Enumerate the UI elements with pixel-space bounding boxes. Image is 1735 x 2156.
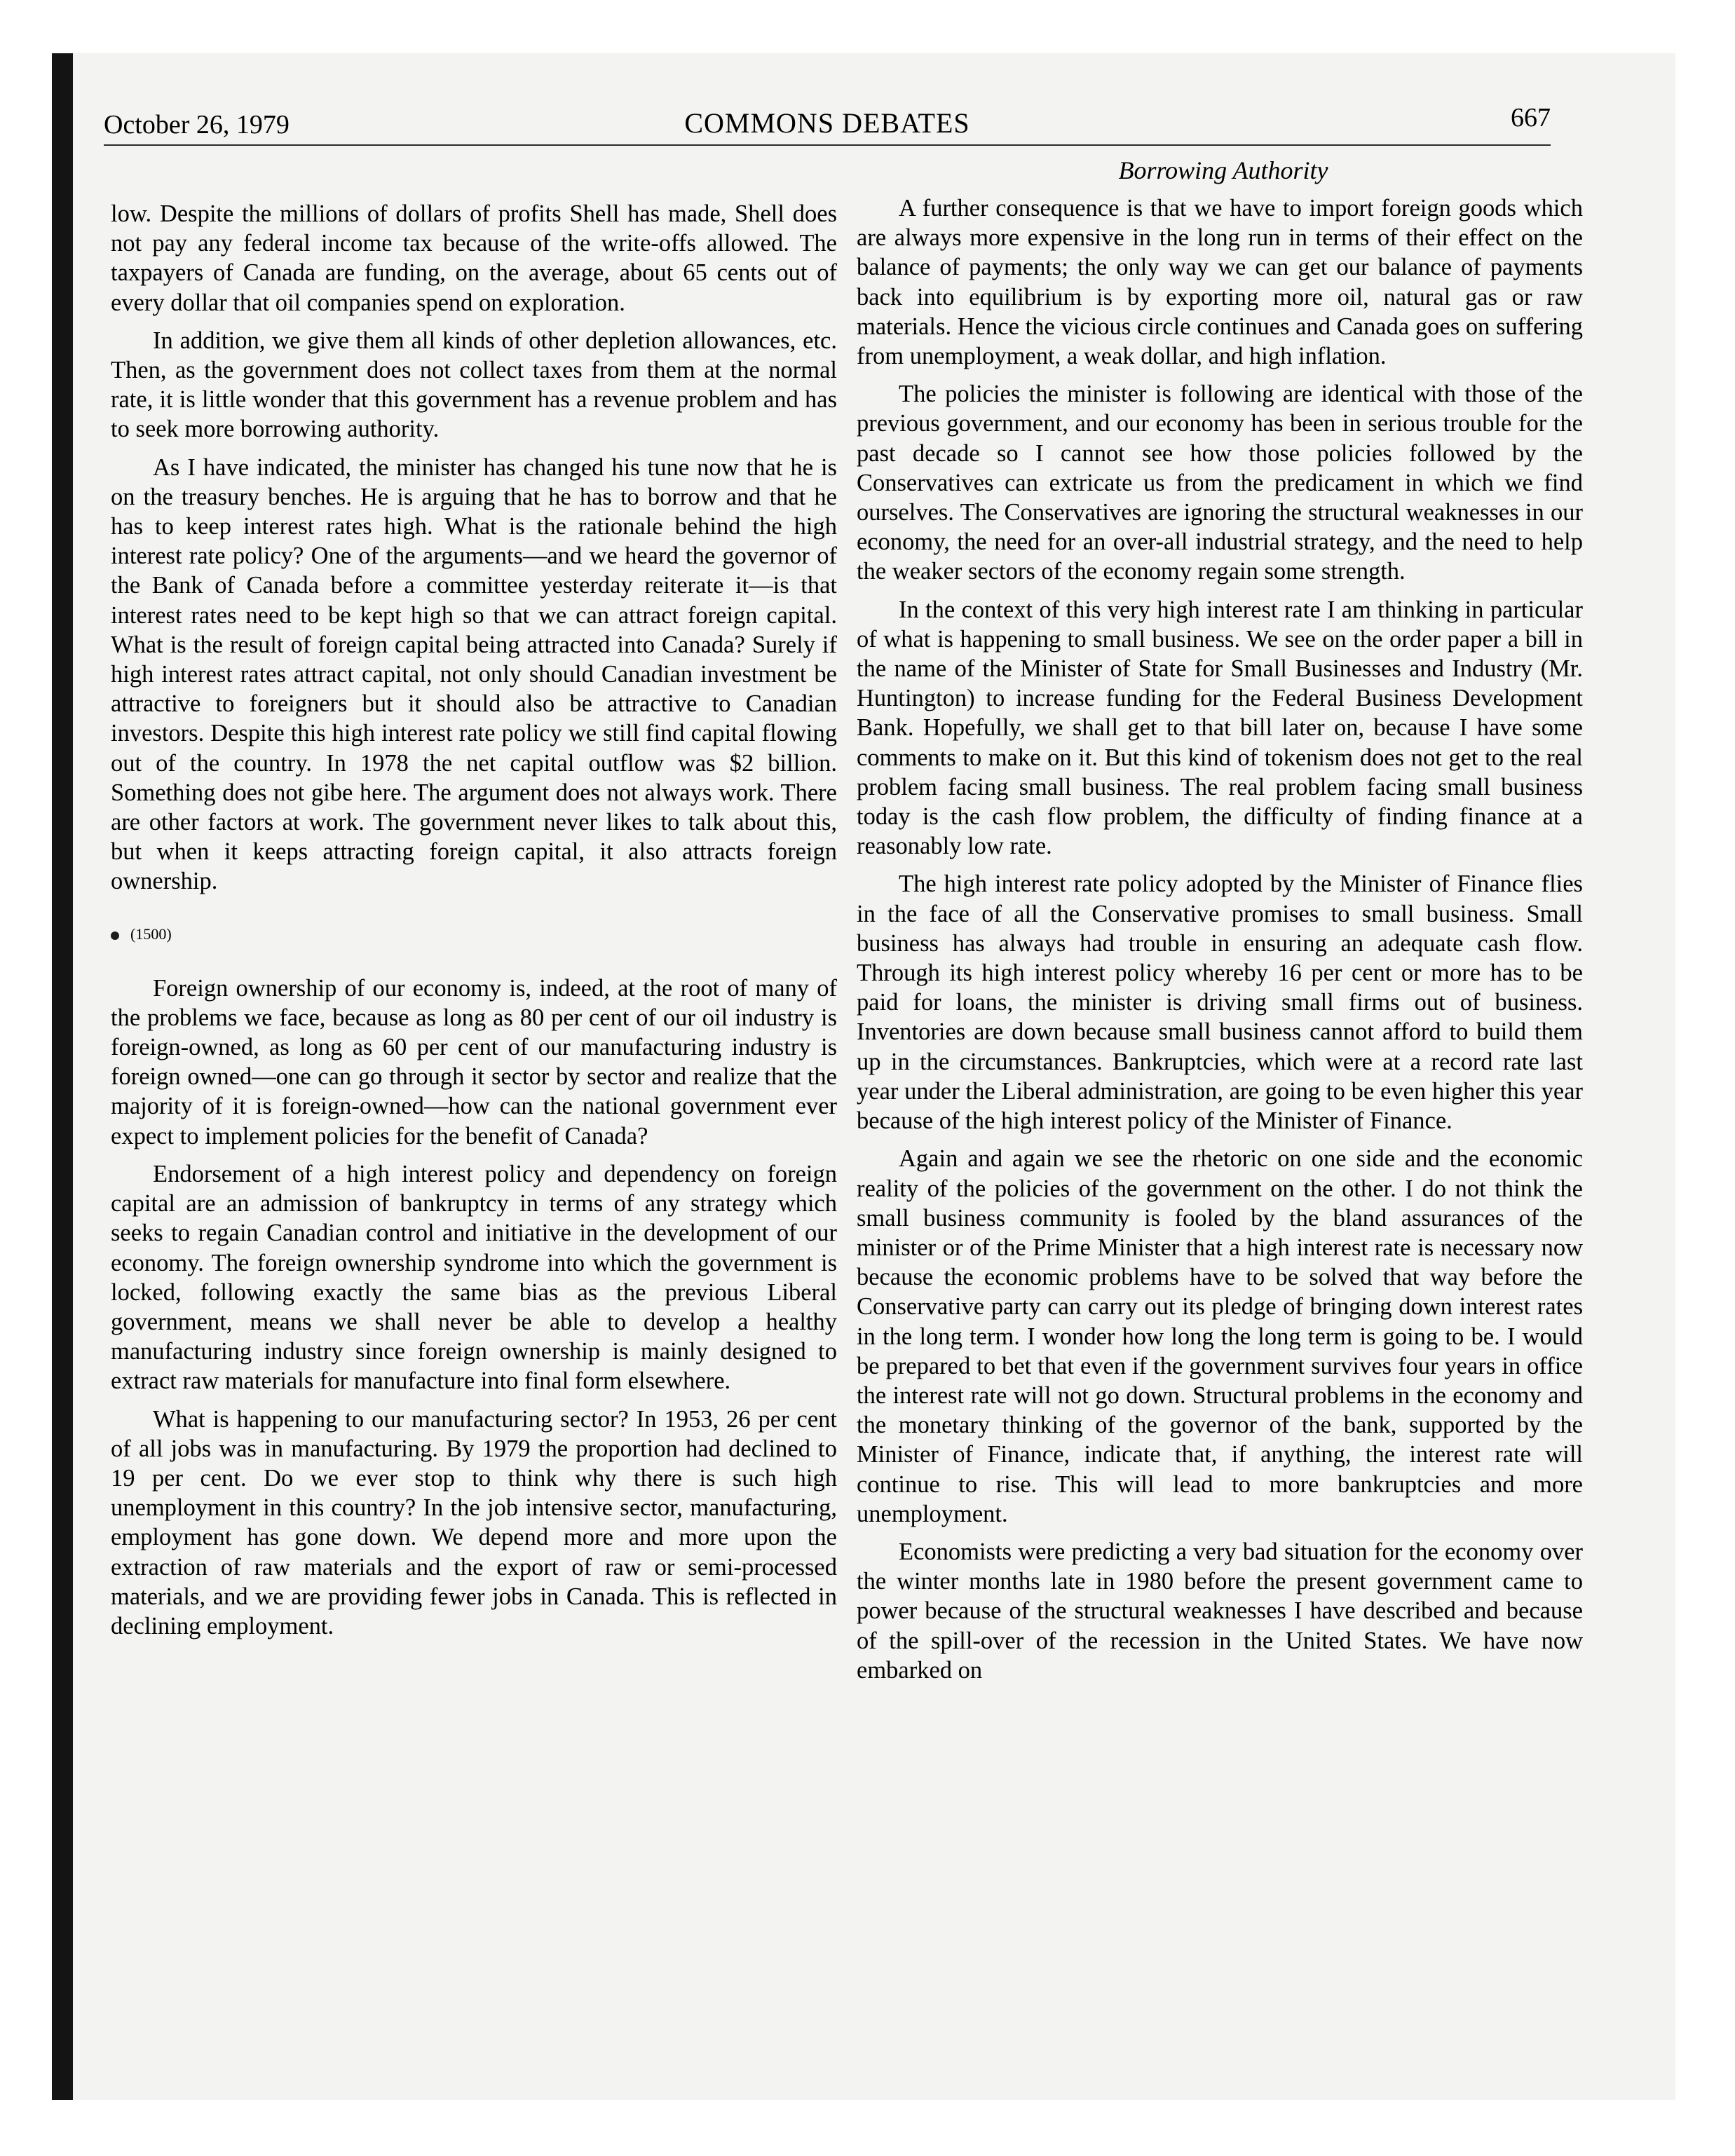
- time-marker-label: (1500): [130, 925, 172, 943]
- paragraph: In addition, we give them all kinds of other depletion allowances, etc. Then, as the government does not collect taxes from them at the normal rate, it is little wonder that this government has a revenue problem and has to seek more borrowing authority.: [111, 327, 837, 443]
- time-marker: [111, 925, 837, 944]
- paragraph: low. Despite the millions of dollars of profits Shell has made, Shell does not pay any federal income tax because of the write-offs allowed. The taxpayers of Canada are funding, on the average, about 65 cents out of every dollar that oil companies spend on exploration.: [111, 200, 837, 316]
- paragraph: In the context of this very high interest rate I am thinking in particular of what is happening to small business. We see on the order paper a bill in the name of the Minister of State for Small Businesses and Industry (Mr. Huntington) to increase funding for the Federal Business Development Bank. Hopefully, we shall get to that bill later on, because I have some comments to make on it. But this kind of tokenism does not get to the real problem facing small business. The real problem facing small business today is the cash flow problem, the difficulty of finding finance at a reasonably low rate.: [857, 596, 1583, 860]
- scan-edge: [52, 53, 73, 2100]
- paragraph: A further consequence is that we have to import foreign goods which are always more expensive in the long run in terms of their effect on the balance of payments; the only way we can get our balance of payments back into equilibrium is by exporting more oil, natural gas or raw materials. Hence the vicious circle continues and Canada goes on suffering from unemployment, a weak dollar, and high inflation.: [857, 195, 1583, 370]
- paragraph: Economists were predicting a very bad situation for the economy over the winter months late in 1980 before the present government came to power because of the structural weaknesses I have described and because of the spill-over of the recession in the United States. We have now embarked on: [857, 1538, 1583, 1684]
- section-subhead: Borrowing Authority: [1118, 156, 1328, 184]
- header-title: COMMONS DEBATES: [684, 107, 970, 139]
- left-column: [111, 199, 837, 1649]
- header-date: October 26, 1979: [104, 110, 290, 139]
- paragraph: What is happening to our manufacturing sector? In 1953, 26 per cent of all jobs was in manufacturing. By 1979 the proportion had declined to 19 per cent. Do we ever stop to think why there is such high unemployment in this country? In the job intensive sector, manufacturing, employment has gone down. We depend more and more upon the extraction of raw materials and the export of raw or semi-processed materials, and we are providing fewer jobs in Canada. This is reflected in declining employment.: [111, 1405, 837, 1639]
- paragraph: Again and again we see the rhetoric on one side and the economic reality of the policies of the government on the other. I do not think the small business community is fooled by the bland assurances of the minister or of the Prime Minister that a high interest rate is necessary now because the economic problems have to be solved that way before the Conservative party can carry out its pledge of bringing down interest rates in the long term. I wonder how long the long term is going to be. I would be prepared to bet that even if the government survives four years in office the interest rate will not go down. Structural problems in the economy and the monetary thinking of the governor of the bank, supported by the Minister of Finance, indicate that, if anything, the interest rate will continue to rise. This will lead to more bankruptcies and more unemployment.: [857, 1145, 1583, 1527]
- paragraph: The high interest rate policy adopted by the Minister of Finance flies in the face of all the Conservative promises to small business. Small business has always had trouble in ensuring an adequate cash flow. Through its high interest policy whereby 16 per cent or more has to be paid for loans, the minister is driving small firms out of business. Inventories are down because small business cannot afford to build them up in the circumstances. Bankruptcies, which were at a record rate last year under the Liberal administration, are going to be even higher this year because of the high interest policy of the Minister of Finance.: [857, 871, 1583, 1135]
- paragraph: The policies the minister is following are identical with those of the previous government, and our economy has been in serious trouble for the past decade so I cannot see how those policies followed by the Conservatives can extricate us from the predicament in which we find ourselves. The Conservatives are ignoring the structural weaknesses in our economy, the need for an over-all industrial strategy, and the need to help the weaker sectors of the economy regain some strength.: [857, 381, 1583, 585]
- page-header: [104, 102, 1551, 146]
- paragraph: Foreign ownership of our economy is, indeed, at the root of many of the problems we face, because as long as 80 per cent of our oil industry is foreign-owned, as long as 60 per cent of our manufacturing industry is foreign owned—one can go through it sector by sector and realize that the majority of it is foreign-owned—how can the national government ever expect to implement policies for the benefit of Canada?: [111, 974, 837, 1149]
- page-number: 667: [1511, 103, 1551, 132]
- bullet-icon: [111, 932, 119, 940]
- paragraph: Endorsement of a high interest policy and dependency on foreign capital are an admission of bankruptcy in terms of any strategy which seeks to regain Canadian control and initiative in the development of our economy. The foreign ownership syndrome into which the government is locked, following exactly the same bias as the previous Liberal government, means we shall never be able to develop a healthy manufacturing industry since foreign ownership is mainly designed to extract raw materials for manufacture into final form elsewhere.: [111, 1160, 837, 1395]
- paragraph: As I have indicated, the minister has changed his tune now that he is on the treasury benches. He is arguing that he has to borrow and that he has to keep interest rates high. What is the rationale behind the high interest rate policy? One of the arguments—and we heard the governor of the Bank of Canada before a committee yesterday reiterate it—is that interest rates need to be kept high so that we can attract foreign capital. What is the result of foreign capital being attracted into Canada? Surely if high interest rates attract capital, not only should Canadian investment be attractive to foreigners but it should also be attractive to Canadian investors. Despite this high interest rate policy we still find capital flowing out of the country. In 1978 the net capital outflow was $2 billion. Something does not gibe here. The argument does not always work. There are other factors at work. The government never likes to talk about this, but when it keeps attracting foreign capital, it also attracts foreign ownership.: [111, 453, 837, 895]
- right-column: [857, 193, 1583, 1693]
